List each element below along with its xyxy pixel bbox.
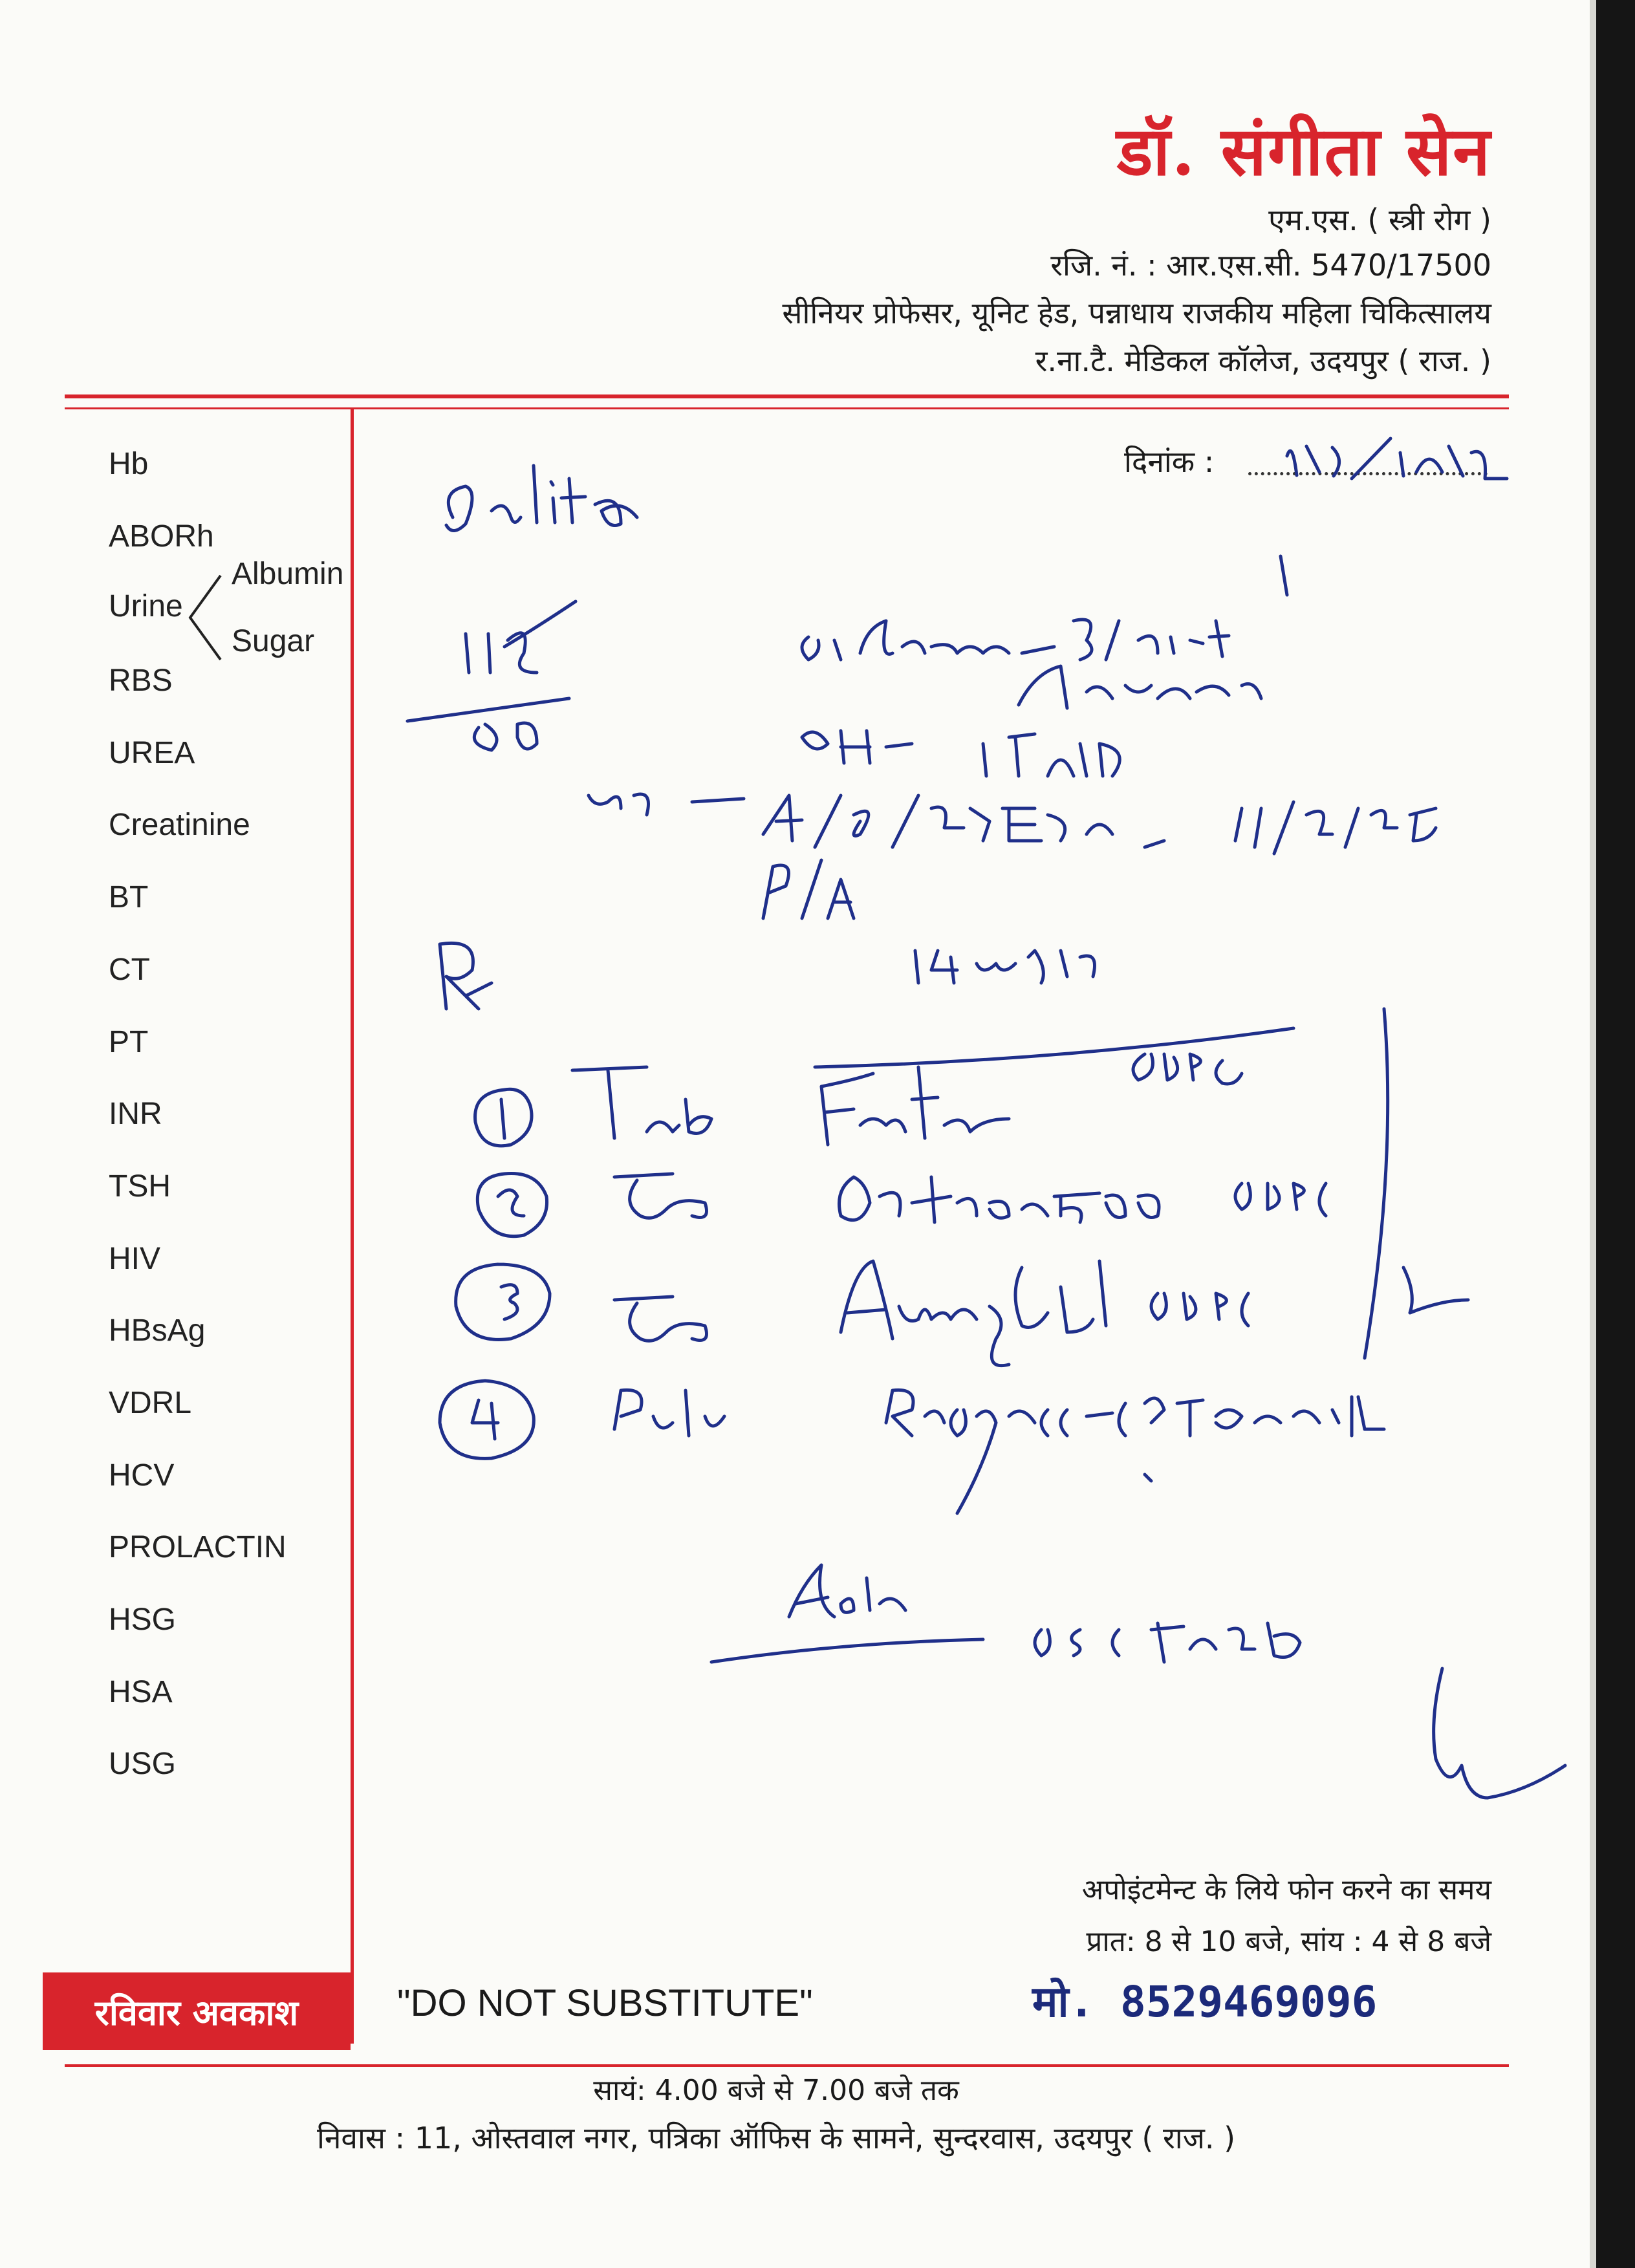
medicine-2-handwriting — [477, 1173, 1326, 1236]
urine-label: Urine — [109, 589, 183, 623]
doctor-name: डॉ. संगीता सेन — [1116, 111, 1491, 191]
test-item: BT — [109, 880, 149, 915]
patient-name-handwriting — [446, 466, 637, 531]
test-item: HSG — [109, 1603, 177, 1637]
albumin-label: Albumin — [232, 557, 344, 591]
test-item: HBsAg — [109, 1313, 206, 1348]
test-item: HSA — [109, 1674, 173, 1709]
test-item: HIV — [109, 1241, 161, 1276]
test-item: PT — [109, 1024, 149, 1059]
appointment-timing-label: अपोइंटमेन्ट के लिये फोन करने का समय — [1081, 1874, 1491, 1906]
date-label: दिनांक : — [1124, 444, 1215, 479]
doctor-position: सीनियर प्रोफेसर, यूनिट हेड, पन्नाधाय राजकीय महिला चिकित्सालय — [782, 296, 1491, 330]
test-item: PROLACTIN — [109, 1530, 287, 1565]
history-handwriting — [589, 731, 1436, 983]
appointment-hours: प्रात: 8 से 10 बजे, सांय : 4 से 8 बजे — [1086, 1925, 1491, 1958]
signature-handwriting — [1434, 1669, 1565, 1798]
mobile-number: मो. 8529469096 — [1032, 1977, 1378, 2027]
bp-handwriting — [407, 601, 576, 750]
medicine-1-handwriting — [475, 1028, 1294, 1146]
test-item: USG — [109, 1747, 177, 1782]
test-item: Hb — [109, 447, 149, 481]
test-item: Creatinine — [109, 808, 250, 843]
test-item: ABORh — [109, 519, 214, 554]
do-not-substitute-note: "DO NOT SUBSTITUTE" — [397, 1982, 813, 2024]
test-item: TSH — [109, 1169, 171, 1204]
test-item: UREA — [109, 735, 195, 770]
test-item: HCV — [109, 1458, 175, 1493]
sunday-closed-badge: रविवार अवकाश — [43, 1972, 351, 2050]
date-handwriting — [1287, 438, 1507, 479]
test-item: CT — [109, 952, 150, 987]
complaint-handwriting — [802, 556, 1287, 708]
medicine-4-handwriting — [440, 1381, 1384, 1513]
residence-address: निवास : 11, ओस्तवाल नगर, पत्रिका ऑफिस के सामने, सुन्दरवास, उदयपुर ( राज. ) — [316, 2121, 1236, 2155]
doctor-qualification: एम.एस. ( स्त्री रोग ) — [1268, 202, 1491, 237]
advice-handwriting — [711, 1565, 1300, 1662]
college-name: र.ना.टै. मेडिकल कॉलेज, उदयपुर ( राज. ) — [1035, 343, 1491, 378]
rx-symbol-handwriting — [440, 943, 492, 1009]
test-item: INR — [109, 1097, 162, 1132]
test-item: RBS — [109, 664, 173, 698]
registration-number: रजि. नं. : आर.एस.सी. 5470/17500 — [1050, 248, 1491, 283]
sugar-label: Sugar — [232, 624, 315, 658]
test-item: VDRL — [109, 1385, 192, 1420]
evening-hours: सायं: 4.00 बजे से 7.00 बजे तक — [593, 2074, 959, 2107]
